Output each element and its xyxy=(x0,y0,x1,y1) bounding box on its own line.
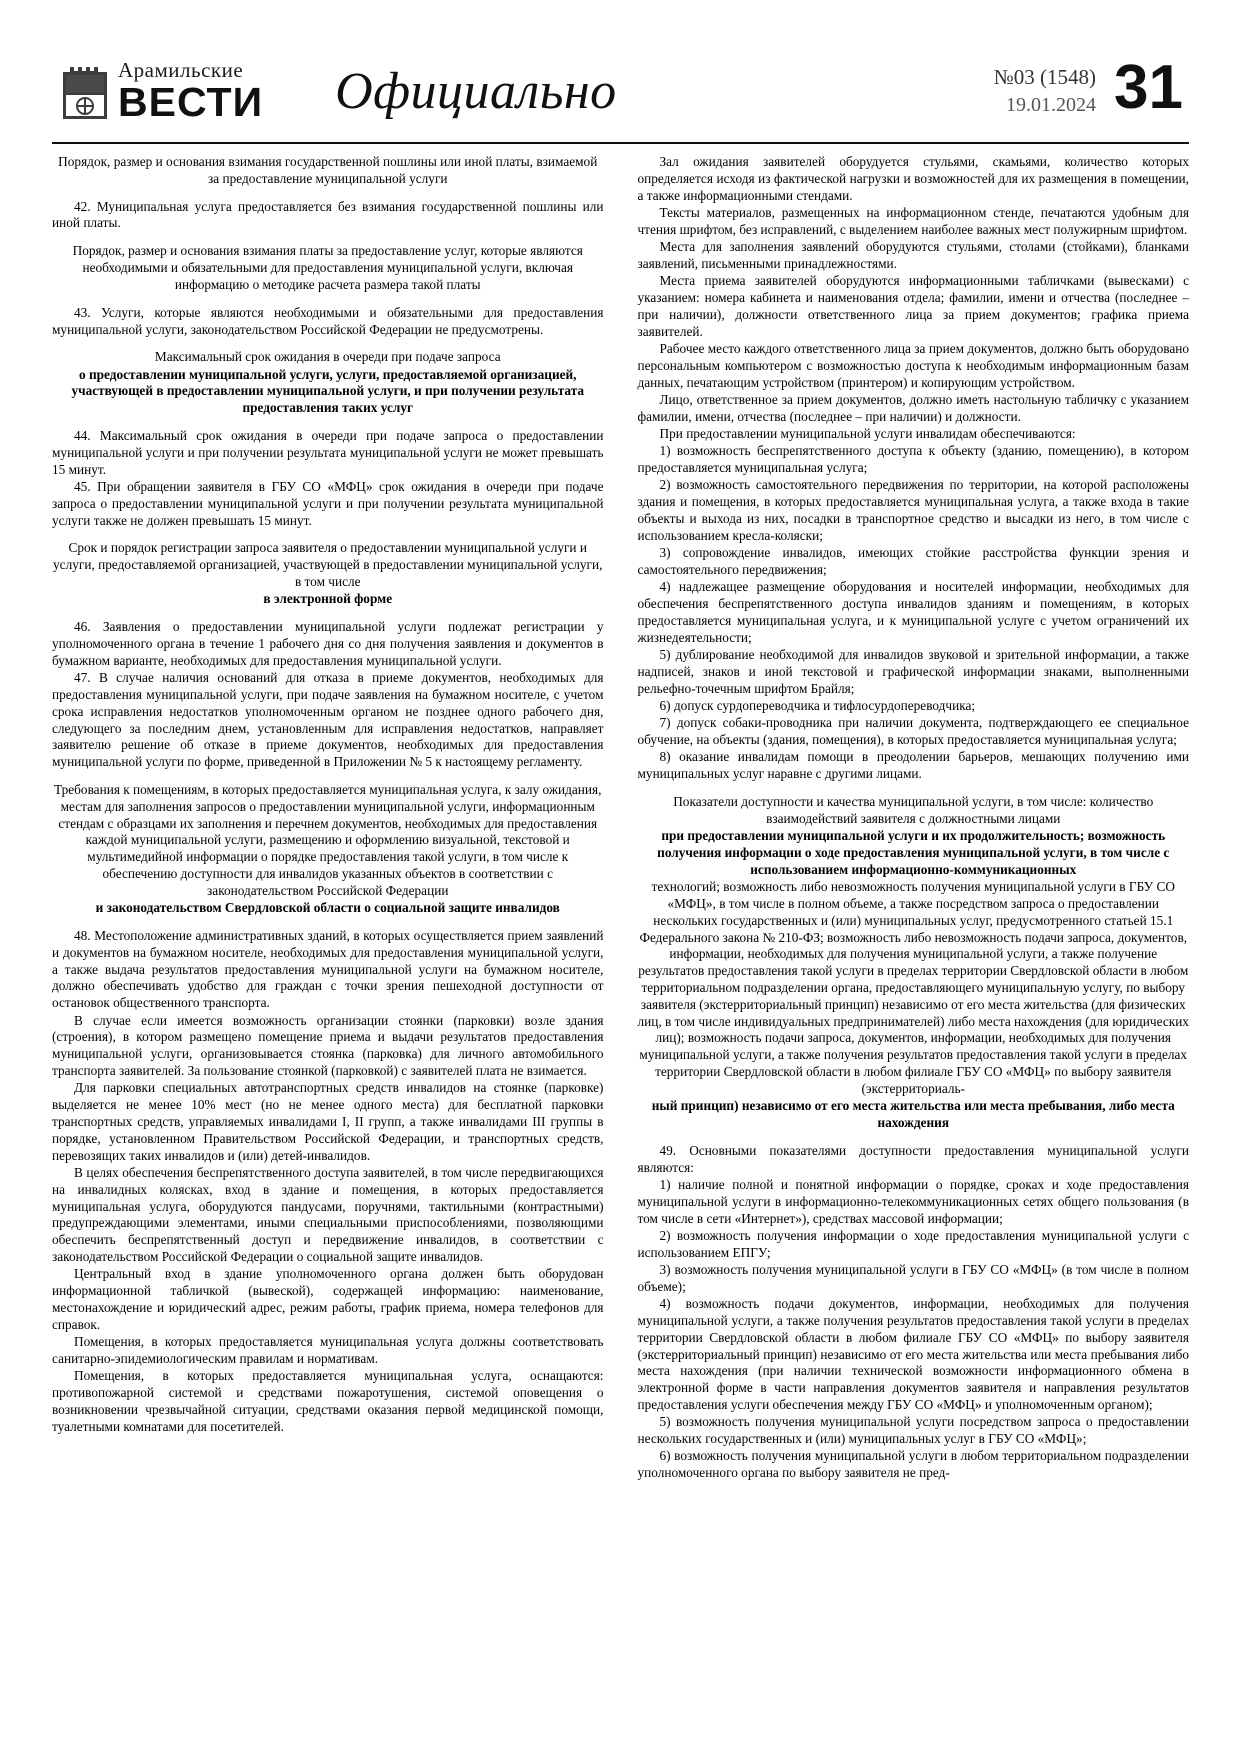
paragraph: 6) допуск сурдопереводчика и тифлосурдопереводчика; xyxy=(659,698,976,713)
paragraph: Рабочее место каждого ответственного лица за прием документов, должно быть оборудовано персональным компьютером с возможностью доступа к необходимым информационным базам данных, печатающим устройством (принтером) и копирующим устройством. xyxy=(637,340,1189,390)
paragraph: 48. Местоположение административных зданий, в которых осуществляется прием заявлений и документов на бумажном носителе, необходимых для предоставления муниципальной услуги, а также выдача результатов предоставления муниципальной услуги на бумажном носителе, должно обеспечивать удобство для граждан с точки зрения пешеходной доступности от остановок общественного транспорта. xyxy=(52,928,604,1011)
paragraph: Лицо, ответственное за прием документов, должно иметь настольную табличку с указанием фамилии, имени, отчества (последнее – при наличии) и должности. xyxy=(637,391,1189,424)
paragraph: 5) дублирование необходимой для инвалидов звуковой и зрительной информации, а также надписей, знаков и иной текстовой и графической информации знаками, выполненными рельефно-точечным шрифтом Брайля; xyxy=(637,647,1189,696)
brand-bottom-label: ВЕСТИ xyxy=(118,79,264,126)
masthead xyxy=(52,46,1189,136)
paragraph: в электронной форме xyxy=(263,591,393,607)
paragraph: 5) возможность получения муниципальной услуги посредством запроса о предоставлении нескольких государственных и (или) муниципальных услуг в ГБУ СО «МФЦ»; xyxy=(637,1414,1189,1447)
paragraph: Порядок, размер и основания взимания государственной пошлины или иной платы, взимаемой за предоставление муниципальной услуги xyxy=(58,154,598,186)
page-title: Официально xyxy=(335,62,617,120)
newspaper-brand xyxy=(62,58,264,126)
issue-number: №03 (1548) xyxy=(993,65,1097,90)
paragraph: При предоставлении муниципальной услуги инвалидам обеспечиваются: xyxy=(659,426,1076,441)
paragraph: 44. Максимальный срок ожидания в очереди при подаче запроса о предоставлении муниципальной услуги и при получении результата муниципальной услуги не может превышать 15 минут. xyxy=(52,428,604,477)
paragraph: Порядок, размер и основания взимания платы за предоставление услуг, которые являются необходимыми и обязательными для предоставления муниципальной услуги, включая информацию о методике расчета размера такой платы xyxy=(72,243,583,292)
paragraph: Тексты материалов, размещенных на информационном стенде, печатаются удобным для чтения шрифтом, без исправлений, с выделением наиболее важных мест полужирным шрифтом. xyxy=(637,204,1189,237)
paragraph: 2) возможность самостоятельного передвижения по территории, на которой расположены здания и помещения, в которых предоставляется муниципальная услуга, а также входа в такие объекты и выхода из них, посадки в транспортное средство и высадки из него, в том числе с использованием кресла-коляски; xyxy=(637,477,1189,543)
paragraph: В случае если имеется возможность организации стоянки (парковки) возле здания (строения), в котором размещено помещение приема и выдачи результатов предоставления муниципальной услуги, организовывается стоянка (парковка) для личного автомобильного транспорта заявителей. За пользование стоянкой (парковкой) с заявителей плата не взимается. xyxy=(52,1012,604,1078)
paragraph: 49. Основными показателями доступности предоставления муниципальной услуги являются: xyxy=(637,1142,1189,1175)
paragraph: 1) возможность беспрепятственного доступа к объекту (зданию, помещению), в котором предоставляется муниципальная услуга; xyxy=(637,443,1189,476)
paragraph: и законодательством Свердловской области о социальной защите инвалидов xyxy=(95,900,560,916)
brand-top-label: Арамильские xyxy=(118,58,244,83)
paragraph: 8) оказание инвалидам помощи в преодолении барьеров, мешающих получению ими муниципальных услуг наравне с другими лицами. xyxy=(637,749,1189,782)
paragraph: Для парковки специальных автотранспортных средств инвалидов на стоянке (парковке) выделяется не менее 10% мест (но не менее одного места) для бесплатной парковки транспортных средств, управляемых инвалидами I, II групп, а также инвалидами III группы в порядке, установленном Правительством Российской Федерации, и транспортных средств, перевозящих таких инвалидов и (или) детей-инвалидов. xyxy=(52,1080,604,1163)
right-column xyxy=(638,154,1190,1483)
paragraph: о предоставлении муниципальной услуги, услуги, предоставляемой организацией, участвующей в предоставлении муниципальной услуги, и при получении результата предоставления таких услуг xyxy=(71,366,585,416)
paragraph: Места приема заявителей оборудуются информационными табличками (вывесками) с указанием: номера кабинета и наименования отдела; фамилии, имени и отчества (последнее – при наличии), должности ответственного лица за прием документов; графика приема заявителей. xyxy=(637,273,1189,339)
paragraph: Показатели доступности и качества муниципальной услуги, в том числе: количество взаимодействий заявителя с должностными лицами xyxy=(673,794,1154,826)
page-number: 31 xyxy=(1114,53,1183,122)
paragraph: Центральный вход в здание уполномоченного органа должен быть оборудован информационной табличкой (вывеской), содержащей информацию: наименование, местонахождение и юридический адрес, режим работы, график приема, номера телефонов для справок. xyxy=(52,1266,604,1332)
paragraph: 1) наличие полной и понятной информации о порядке, сроках и ходе предоставления муниципальной услуги в информационно-телекоммуникационных сетях общего пользования (в том числе в сети «Интернет»), средствах массовой информации; xyxy=(637,1176,1189,1226)
paragraph: 7) допуск собаки-проводника при наличии документа, подтверждающего ее специальное обучение, на объекты (здания, помещения), в которых предоставляется муниципальная услуга; xyxy=(637,715,1189,748)
article-columns xyxy=(52,154,1189,1483)
paragraph: 3) сопровождение инвалидов, имеющих стойкие расстройства функции зрения и самостоятельного передвижения; xyxy=(637,545,1189,577)
city-crest-icon xyxy=(62,62,108,120)
masthead-divider xyxy=(52,142,1189,144)
paragraph: Места для заполнения заявлений оборудуются стульями, столами (стойками), бланками заявлений, письменными принадлежностями. xyxy=(637,239,1189,271)
paragraph: 45. При обращении заявителя в ГБУ СО «МФЦ» срок ожидания в очереди при подаче запроса о предоставлении муниципальной услуги и при получении результата муниципальной услуги также не должен превышать 15 минут. xyxy=(52,479,604,528)
issue-info xyxy=(994,63,1096,118)
paragraph: Помещения, в которых предоставляется муниципальная услуга, оснащаются: противопожарной системой и средствами пожаротушения, системой оповещения о возникновении чрезвычайной ситуации, средствами оказания первой медицинской помощи, туалетными комнатами для посетителей. xyxy=(52,1368,604,1434)
paragraph: 4) возможность подачи документов, информации, необходимых для получения муниципальной услуги, а также получения результатов предоставления такой услуги в пределах территории Свердловской области в любом филиале ГБУ СО «МФЦ» по выбору заявителя (экстерриториальный принцип) независимо от его места жительства или места пребывания либо места нахождения (при наличии технической возможности информационного обмена в электронной форме в части направления документов заявителя и направления результатов предоставления услуги обеспечения между ГБУ СО «МФЦ» и уполномоченным органом); xyxy=(637,1296,1189,1412)
paragraph: 42. Муниципальная услуга предоставляется без взимания государственной пошлины или иной платы. xyxy=(52,198,604,231)
paragraph: 2) возможность получения информации о ходе предоставления муниципальной услуги с использованием ЕПГУ; xyxy=(637,1227,1189,1260)
paragraph: технологий; возможность либо невозможность получения муниципальной услуги в ГБУ СО «МФЦ», в том числе в полном объеме, а также посредством запроса о предоставлении нескольких государственных и (или) муниципальных услуг, предусмотренного статьей 15.1 Федерального закона № 210-ФЗ; возможность либо невозможность подачи запроса, документов, информации, необходимых для получения муниципальной услуги, а также получение результатов предоставления такой услуги в пределах территории Свердловской области в любом территориальном подразделении органа, предоставляющего муниципальную услугу, по выбору заявителя (экстерриториальный принцип) независимо от его места жительства (для физических лиц, в том числе индивидуальных предпринимателей) либо места нахождения (для юридических лиц); возможность подачи запроса, документов, информации, необходимых для получения муниципальной услуги, а также получения результатов предоставления такой услуги в пределах территории Свердловской области в любом филиале ГБУ СО «МФЦ» по выбору заявителя (экстерриториаль- xyxy=(637,879,1189,1096)
issue-date: 19.01.2024 xyxy=(1006,93,1097,116)
paragraph: Зал ожидания заявителей оборудуется стульями, скамьями, количество которых определяется исходя из фактической нагрузки и возможностей для их размещения в помещении, а также информационными стендами. xyxy=(637,154,1189,203)
paragraph: В целях обеспечения беспрепятственного доступа заявителей, в том числе передвигающихся на инвалидных колясках, вход в здание и помещения, в которых предоставляется муниципальная услуга, оборудуются пандусами, поручнями, тактильными (контрастными) предупреждающими элементами, иными специальными приспособлениями, позволяющими обеспечить беспрепятственный доступ и передвижение инвалидов, в соответствии с законодательством Российской Федерации о социальной защите инвалидов. xyxy=(52,1164,604,1264)
paragraph: 3) возможность получения муниципальной услуги в ГБУ СО «МФЦ» (в том числе в полном объеме); xyxy=(637,1262,1189,1294)
paragraph: Срок и порядок регистрации запроса заявителя о предоставлении муниципальной услуги и услуги, предоставляемой организацией, участвующей в предоставлении муниципальной услуги, в том числе xyxy=(53,540,603,590)
paragraph: 46. Заявления о предоставлении муниципальной услуги подлежат регистрации у уполномоченного органа в течение 1 рабочего дня со дня получения заявления и документов в бумажном варианте, необходимых для предоставления муниципальной услуги. xyxy=(52,619,604,668)
paragraph: Помещения, в которых предоставляется муниципальная услуга должны соответствовать санитарно-эпидемиологическим правилам и нормативам. xyxy=(52,1334,604,1366)
paragraph: ный принцип) независимо от его места жительства или места пребывания, либо места нахождения xyxy=(651,1098,1175,1130)
paragraph: 4) надлежащее размещение оборудования и носителей информации, необходимых для обеспечения беспрепятственного доступа инвалидов зданиям и помещениям, в которых предоставляется муниципальная услуга, и к муниципальной услуге с учетом ограничений их жизнедеятельности; xyxy=(637,579,1189,645)
paragraph: 43. Услуги, которые являются необходимыми и обязательными для предоставления муниципальной услуги, законодательством Российской Федерации не предусмотрены. xyxy=(52,304,604,337)
paragraph: Максимальный срок ожидания в очереди при подаче запроса xyxy=(154,349,501,365)
left-column xyxy=(52,154,604,1436)
paragraph: Требования к помещениям, в которых предоставляется муниципальная услуга, к залу ожидания, местам для заполнения запросов о предоставлении муниципальной услуги, информационным стендам с образцами их заполнения и перечнем документов, необходимых для предоставления каждой муниципальной услуги, размещению и оформлению визуальной, текстовой и мультимедийной информации о порядке предоставления такой услуги, в том числе к обеспечению доступности для инвалидов указанных объектов в соответствии с законодательством Российской Федерации xyxy=(54,782,602,898)
paragraph: 47. В случае наличия оснований для отказа в приеме документов, необходимых для предоставления муниципальной услуги, при подаче заявления на бумажном носителе, с учетом срока исправления недостатков уполномоченным органом не позднее одного рабочего дня, следующего за последним днем, установленным для исправления недостатков, направляет заявителю решение об отказе в приеме документов, необходимых для предоставления муниципальной услуги по форме, приведенной в Приложении № 5 к настоящему регламенту. xyxy=(52,670,604,770)
brand-text xyxy=(118,58,264,126)
paragraph: 6) возможность получения муниципальной услуги в любом территориальном подразделении уполномоченного органа по выбору заявителя не пред- xyxy=(637,1448,1189,1481)
paragraph: при предоставлении муниципальной услуги и их продолжительность; возможность получения информации о ходе предоставления муниципальной услуги, в том числе с использованием информационно-коммуникационных xyxy=(657,828,1170,877)
